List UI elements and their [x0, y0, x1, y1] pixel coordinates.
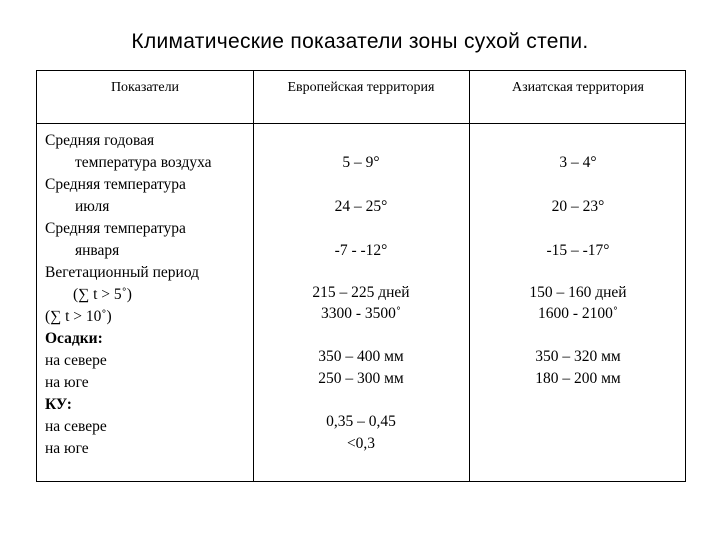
header-europe: Европейская территория	[287, 80, 435, 95]
asia-precip-south: 180 – 200 мм	[535, 370, 621, 387]
europe-ku-south: <0,3	[346, 435, 376, 452]
europe-annual-temp: 5 – 9°	[342, 154, 380, 171]
label-sum-10: (∑ t > 10˚)	[45, 308, 112, 325]
label-annual-cont: температура воздуха	[75, 154, 212, 171]
climate-table	[36, 70, 686, 482]
label-july-cont: июля	[75, 198, 110, 215]
europe-precip-south: 250 – 300 мм	[318, 370, 404, 387]
label-ku-south: на юге	[45, 440, 89, 457]
column-divider	[469, 71, 470, 481]
indicator-labels	[45, 130, 212, 460]
label-january-cont: января	[75, 242, 120, 259]
label-july: Средняя температура	[45, 176, 186, 193]
asia-annual-temp: 3 – 4°	[559, 154, 597, 171]
europe-july-temp: 24 – 25°	[334, 198, 388, 215]
header-asia: Азиатская территория	[512, 80, 644, 95]
asia-july-temp: 20 – 23°	[551, 198, 605, 215]
label-precip-north: на севере	[45, 352, 107, 369]
asia-precip-north: 350 – 320 мм	[535, 348, 621, 365]
europe-veg-sum-10: 3300 - 3500˚	[320, 305, 402, 322]
europe-precip-north: 350 – 400 мм	[318, 348, 404, 365]
label-precipitation: Осадки:	[45, 330, 103, 347]
europe-ku-north: 0,35 – 0,45	[326, 413, 396, 430]
label-vegetation: Вегетационный период	[45, 264, 200, 281]
label-annual: Средняя годовая	[45, 132, 155, 149]
europe-january-temp: -7 - -12°	[334, 242, 388, 259]
europe-veg-sum-5: 215 – 225 дней	[312, 284, 410, 301]
label-sum-5: (∑ t > 5˚)	[73, 286, 132, 303]
label-precip-south: на юге	[45, 374, 89, 391]
header-indicators: Показатели	[110, 80, 180, 95]
label-january: Средняя температура	[45, 220, 186, 237]
page-title: Климатические показатели зоны сухой степи.	[131, 30, 589, 53]
label-ku: КУ:	[45, 396, 72, 413]
asia-veg-sum-5: 150 – 160 дней	[529, 284, 627, 301]
asia-january-temp: -15 – -17°	[546, 242, 610, 259]
label-ku-north: на севере	[45, 418, 107, 435]
asia-veg-sum-10: 1600 - 2100˚	[537, 305, 619, 322]
header-divider	[37, 123, 685, 124]
